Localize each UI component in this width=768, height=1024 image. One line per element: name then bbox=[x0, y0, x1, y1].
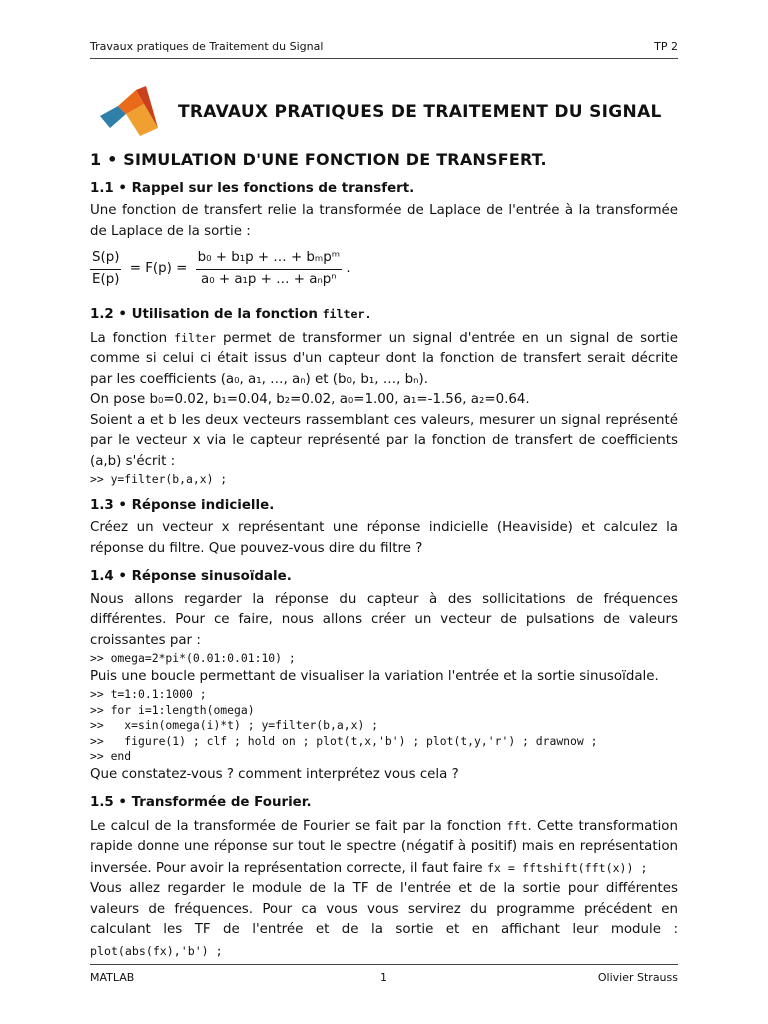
plot-code: plot(abs(fx),'b') ; bbox=[90, 943, 223, 958]
eq-end: . bbox=[346, 260, 351, 276]
eq-rhs-denominator: a₀ + a₁p + … + aₙpⁿ bbox=[201, 271, 337, 287]
section-1-4-p2: Puis une boucle permettant de visualiser la variation l'entrée et la sortie sinusoïdale. bbox=[90, 668, 659, 684]
section-1-4-p1: Nous allons regarder la réponse du capteur à des sollicitations de fréquences différentes. Pour ce faire, nous allons créer un vecteur de pulsations de valeurs croissantes par : bbox=[90, 591, 678, 648]
section-1-3-title: 1.3 • Réponse indicielle. bbox=[90, 497, 275, 513]
page-title: TRAVAUX PRATIQUES DE TRAITEMENT DU SIGNAL bbox=[178, 102, 662, 122]
section-1-5-p2: Vous allez regarder le module de la TF de l'entrée et de la sortie pour différentes valeurs de fréquences. Pour ca vous vous servirez du programme précédent en calculant les TF de l'entrée et de la sortie et en affichant leur module : plot(abs(fx),'b') ; bbox=[90, 881, 678, 958]
section-1-2-p1: La fonction filter permet de transformer un signal d'entrée en un signal de sortie comme si celui ci était issus d'un capteur dont la fonction de transfert serait décrite par les coefficients (a₀, a₁, …, aₙ) et (b₀, b₁, …, bₙ). bbox=[90, 330, 678, 387]
section-1-2-p2: On pose b₀=0.02, b₁=0.04, b₂=0.02, a₀=1.00, a₁=-1.56, a₂=0.64. bbox=[90, 392, 530, 407]
fftshift-code: fx = fftshift(fft(x)) ; bbox=[486, 860, 648, 875]
eq-rhs-numerator: b₀ + b₁p + … + bₘpᵐ bbox=[196, 248, 343, 270]
page-number: 1 bbox=[380, 971, 387, 984]
eq-lhs-fraction bbox=[90, 248, 121, 290]
section-1-4-p3: Que constatez-vous ? comment interprétez vous cela ? bbox=[90, 766, 459, 782]
filter-code: filter bbox=[174, 330, 216, 345]
page-footer bbox=[90, 964, 678, 985]
eq-middle: = F(p) = bbox=[129, 260, 188, 276]
code-omega: >> omega=2*pi*(0.01:0.01:10) ; bbox=[90, 651, 296, 665]
section-1-4-title: 1.4 • Réponse sinusoïdale. bbox=[90, 569, 292, 584]
transfer-function-equation bbox=[90, 248, 678, 296]
code-filter: >> y=filter(b,a,x) ; bbox=[90, 472, 228, 486]
footer-author: Olivier Strauss bbox=[597, 971, 678, 984]
section-1-5-title: 1.5 • Transformée de Fourier. bbox=[90, 795, 312, 810]
fft-code: fft bbox=[506, 818, 528, 833]
code-loop: >> t=1:0.1:1000 ; >> for i=1:length(omega) >> x=sin(omega(i)*t) ; y=filter(b,a,x) ; >> figure(1) ; clf ; hold on ; plot(t,x,'b') ; plot(t,y,'r') ; drawnow ; >> end bbox=[90, 687, 598, 763]
section-1-3-text: Créez un vecteur x représentant une réponse indicielle (Heaviside) et calculez la réponse du filtre. Que pouvez-vous dire du filtre ? bbox=[90, 520, 678, 556]
section-1-2-title: 1.2 • Utilisation de la fonction filter. bbox=[90, 307, 372, 322]
document-body bbox=[90, 150, 678, 962]
matlab-logo-icon bbox=[96, 84, 162, 138]
footer-left: MATLAB bbox=[90, 971, 135, 984]
section-1-1-text: Une fonction de transfert relie la transformée de Laplace de l'entrée à la transformée de Laplace de la sortie : bbox=[90, 203, 678, 239]
section-1-2-p3: Soient a et b les deux vecteurs rassemblant ces valeurs, mesurer un signal représenté par le vecteur x via le capteur représenté par la fonction de transfert de coefficients (a,b) s'écrit : bbox=[90, 412, 678, 469]
eq-rhs-fraction bbox=[196, 248, 343, 290]
section-1-2-title-code: filter. bbox=[322, 307, 372, 321]
header-left: Travaux pratiques de Traitement du Signal bbox=[90, 40, 324, 53]
eq-lhs-numerator: S(p) bbox=[90, 248, 121, 270]
header-right: TP 2 bbox=[654, 40, 678, 53]
page-header bbox=[90, 38, 678, 59]
section-1-5-p1: Le calcul de la transformée de Fourier se fait par la fonction fft. Cette transformation rapide donne une réponse sur tout le spectre (négatif à positif) mais en représentation inversée. Pour avoir la représentation correcte, il faut faire fx = fftshift(fft(x)) ; bbox=[90, 818, 678, 876]
section-1-1-title: 1.1 • Rappel sur les fonctions de transfert. bbox=[90, 180, 415, 196]
eq-lhs-denominator: E(p) bbox=[92, 271, 120, 287]
section-1-title: 1 • SIMULATION D'UNE FONCTION DE TRANSFERT. bbox=[90, 150, 547, 169]
